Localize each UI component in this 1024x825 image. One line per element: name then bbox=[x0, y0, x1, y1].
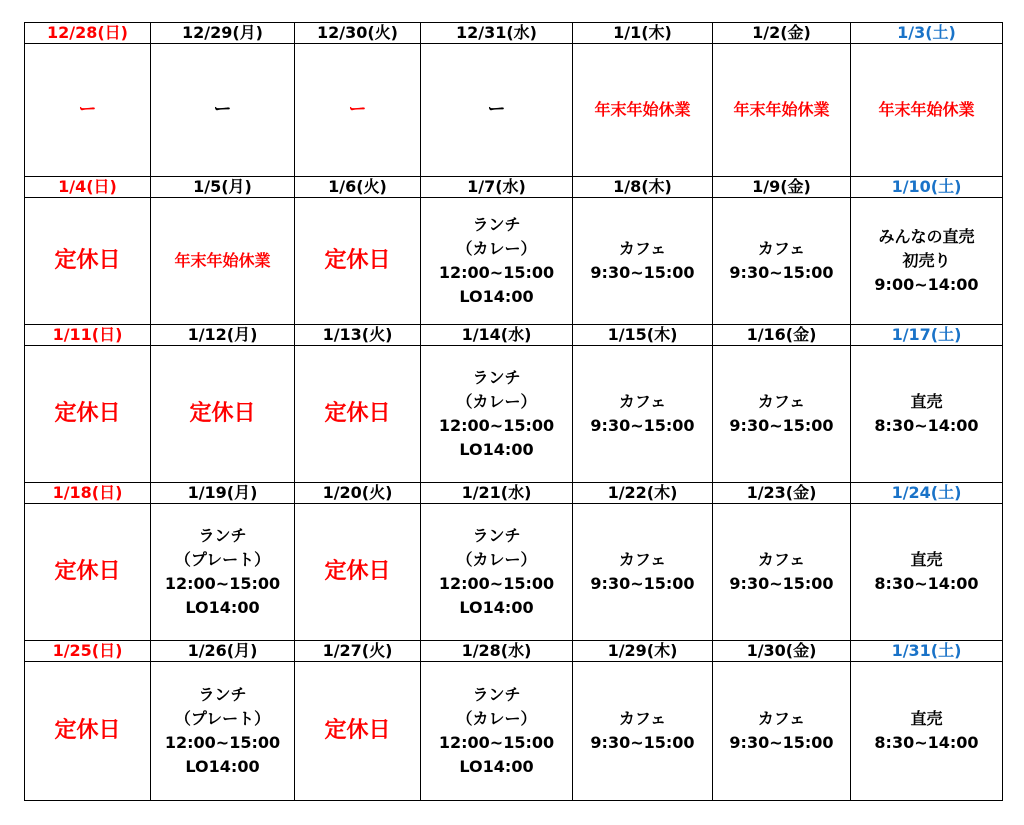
schedule-cell bbox=[713, 198, 851, 325]
schedule-text: ー bbox=[213, 99, 232, 120]
date-cell: 12/30(火) bbox=[295, 23, 421, 44]
date-cell: 1/19(月) bbox=[151, 483, 295, 504]
date-header-row bbox=[25, 641, 1003, 662]
closed-day-cell bbox=[295, 346, 421, 483]
schedule-text: 定休日 bbox=[324, 248, 391, 273]
schedule-cell bbox=[573, 662, 713, 801]
date-header-row bbox=[25, 325, 1003, 346]
schedule-text: ランチ bbox=[472, 368, 521, 387]
schedule-text: 9:30~15:00 bbox=[590, 263, 695, 282]
schedule-text: ランチ bbox=[198, 526, 247, 545]
date-cell: 1/3(土) bbox=[851, 23, 1003, 44]
schedule-text: （カレー） bbox=[456, 550, 537, 569]
schedule-text: ランチ bbox=[472, 526, 521, 545]
schedule-text: LO14:00 bbox=[185, 757, 260, 776]
closed-day-cell bbox=[25, 346, 151, 483]
schedule-text: 定休日 bbox=[324, 401, 391, 426]
schedule-text: 年末年始休業 bbox=[733, 100, 830, 119]
date-header-row bbox=[25, 23, 1003, 44]
schedule-cell bbox=[421, 662, 573, 801]
schedule-text: カフェ bbox=[757, 709, 806, 728]
schedule-text: 直売 bbox=[910, 709, 943, 728]
schedule-text: 8:30~14:00 bbox=[874, 733, 979, 752]
schedule-text: （プレート） bbox=[174, 550, 271, 569]
schedule-text: 定休日 bbox=[324, 718, 391, 743]
closed-day-cell bbox=[295, 198, 421, 325]
schedule-text: （プレート） bbox=[174, 709, 271, 728]
date-cell: 1/22(木) bbox=[573, 483, 713, 504]
schedule-text: LO14:00 bbox=[185, 598, 260, 617]
schedule-text: 8:30~14:00 bbox=[874, 574, 979, 593]
schedule-text: 9:30~15:00 bbox=[729, 263, 834, 282]
schedule-row bbox=[25, 662, 1003, 801]
schedule-text: カフェ bbox=[757, 392, 806, 411]
date-cell: 1/26(月) bbox=[151, 641, 295, 662]
schedule-text: 直売 bbox=[910, 392, 943, 411]
schedule-text: カフェ bbox=[618, 550, 667, 569]
date-cell: 12/29(月) bbox=[151, 23, 295, 44]
schedule-text: みんなの直売 bbox=[878, 227, 975, 246]
closed-day-cell bbox=[295, 504, 421, 641]
date-cell: 1/4(日) bbox=[25, 177, 151, 198]
schedule-text: 年末年始休業 bbox=[878, 100, 975, 119]
schedule-cell bbox=[713, 662, 851, 801]
holiday-cell bbox=[713, 44, 851, 177]
date-cell: 1/11(日) bbox=[25, 325, 151, 346]
schedule-cell bbox=[573, 504, 713, 641]
schedule-row bbox=[25, 346, 1003, 483]
schedule-text: 9:30~15:00 bbox=[590, 733, 695, 752]
schedule-text: 12:00~15:00 bbox=[438, 263, 555, 282]
closed-day-cell bbox=[295, 662, 421, 801]
schedule-text: カフェ bbox=[757, 550, 806, 569]
schedule-cell bbox=[851, 346, 1003, 483]
schedule-text: 初売り bbox=[902, 251, 951, 270]
schedule-row bbox=[25, 504, 1003, 641]
date-cell: 1/23(金) bbox=[713, 483, 851, 504]
date-cell: 1/7(水) bbox=[421, 177, 573, 198]
date-cell: 1/8(木) bbox=[573, 177, 713, 198]
schedule-cell bbox=[421, 346, 573, 483]
schedule-cell bbox=[713, 504, 851, 641]
no-info-cell bbox=[421, 44, 573, 177]
schedule-row bbox=[25, 198, 1003, 325]
schedule-cell bbox=[421, 198, 573, 325]
date-cell: 1/9(金) bbox=[713, 177, 851, 198]
schedule-text: 9:30~15:00 bbox=[729, 574, 834, 593]
no-info-cell bbox=[25, 44, 151, 177]
date-cell: 1/16(金) bbox=[713, 325, 851, 346]
schedule-text: 9:30~15:00 bbox=[729, 733, 834, 752]
schedule-text: 定休日 bbox=[189, 401, 256, 426]
schedule-text: ランチ bbox=[472, 685, 521, 704]
schedule-cell bbox=[573, 198, 713, 325]
date-cell: 1/27(火) bbox=[295, 641, 421, 662]
schedule-text: 定休日 bbox=[54, 559, 121, 584]
schedule-cell bbox=[151, 504, 295, 641]
closed-day-cell bbox=[25, 198, 151, 325]
schedule-text: カフェ bbox=[618, 709, 667, 728]
date-cell: 1/17(土) bbox=[851, 325, 1003, 346]
date-cell: 1/30(金) bbox=[713, 641, 851, 662]
schedule-text: 年末年始休業 bbox=[174, 251, 271, 270]
schedule-text: （カレー） bbox=[456, 239, 537, 258]
schedule-text: 定休日 bbox=[54, 248, 121, 273]
schedule-text: 12:00~15:00 bbox=[438, 416, 555, 435]
schedule-cell bbox=[573, 346, 713, 483]
date-cell: 1/24(土) bbox=[851, 483, 1003, 504]
schedule-text: 直売 bbox=[910, 550, 943, 569]
date-cell: 1/1(木) bbox=[573, 23, 713, 44]
date-cell: 1/14(水) bbox=[421, 325, 573, 346]
schedule-text: LO14:00 bbox=[459, 757, 534, 776]
date-header-row bbox=[25, 483, 1003, 504]
schedule-text: ランチ bbox=[198, 685, 247, 704]
date-cell: 1/5(月) bbox=[151, 177, 295, 198]
date-cell: 1/12(月) bbox=[151, 325, 295, 346]
schedule-text: 定休日 bbox=[324, 559, 391, 584]
closed-day-cell bbox=[25, 662, 151, 801]
date-cell: 1/18(日) bbox=[25, 483, 151, 504]
date-cell: 1/13(火) bbox=[295, 325, 421, 346]
schedule-text: 12:00~15:00 bbox=[164, 733, 281, 752]
date-cell: 12/28(日) bbox=[25, 23, 151, 44]
schedule-cell bbox=[421, 504, 573, 641]
schedule-text: LO14:00 bbox=[459, 440, 534, 459]
schedule-text: 定休日 bbox=[54, 401, 121, 426]
schedule-text: 8:30~14:00 bbox=[874, 416, 979, 435]
schedule-row bbox=[25, 44, 1003, 177]
date-cell: 12/31(水) bbox=[421, 23, 573, 44]
schedule-cell bbox=[851, 662, 1003, 801]
closed-day-cell bbox=[25, 504, 151, 641]
schedule-cell bbox=[851, 198, 1003, 325]
schedule-cell bbox=[151, 662, 295, 801]
date-cell: 1/25(日) bbox=[25, 641, 151, 662]
schedule-text: 9:00~14:00 bbox=[874, 275, 979, 294]
schedule-cell bbox=[713, 346, 851, 483]
schedule-text: 年末年始休業 bbox=[594, 100, 691, 119]
schedule-text: 定休日 bbox=[54, 718, 121, 743]
schedule-text: ー bbox=[348, 99, 367, 120]
schedule-text: LO14:00 bbox=[459, 598, 534, 617]
closed-day-cell bbox=[151, 346, 295, 483]
business-calendar bbox=[24, 22, 1003, 801]
holiday-cell bbox=[573, 44, 713, 177]
schedule-text: ー bbox=[78, 99, 97, 120]
holiday-cell bbox=[151, 198, 295, 325]
no-info-cell bbox=[295, 44, 421, 177]
schedule-text: 12:00~15:00 bbox=[164, 574, 281, 593]
schedule-text: 9:30~15:00 bbox=[590, 416, 695, 435]
date-cell: 1/15(木) bbox=[573, 325, 713, 346]
schedule-text: LO14:00 bbox=[459, 287, 534, 306]
date-cell: 1/2(金) bbox=[713, 23, 851, 44]
schedule-text: （カレー） bbox=[456, 709, 537, 728]
date-header-row bbox=[25, 177, 1003, 198]
schedule-text: 12:00~15:00 bbox=[438, 733, 555, 752]
schedule-text: 9:30~15:00 bbox=[590, 574, 695, 593]
holiday-cell bbox=[851, 44, 1003, 177]
schedule-text: カフェ bbox=[757, 239, 806, 258]
date-cell: 1/10(土) bbox=[851, 177, 1003, 198]
schedule-text: カフェ bbox=[618, 392, 667, 411]
schedule-cell bbox=[851, 504, 1003, 641]
schedule-text: ランチ bbox=[472, 215, 521, 234]
date-cell: 1/29(木) bbox=[573, 641, 713, 662]
schedule-text: （カレー） bbox=[456, 392, 537, 411]
date-cell: 1/21(水) bbox=[421, 483, 573, 504]
date-cell: 1/28(水) bbox=[421, 641, 573, 662]
date-cell: 1/31(土) bbox=[851, 641, 1003, 662]
no-info-cell bbox=[151, 44, 295, 177]
schedule-text: 12:00~15:00 bbox=[438, 574, 555, 593]
schedule-text: ー bbox=[487, 99, 506, 120]
date-cell: 1/20(火) bbox=[295, 483, 421, 504]
date-cell: 1/6(火) bbox=[295, 177, 421, 198]
schedule-text: 9:30~15:00 bbox=[729, 416, 834, 435]
schedule-text: カフェ bbox=[618, 239, 667, 258]
